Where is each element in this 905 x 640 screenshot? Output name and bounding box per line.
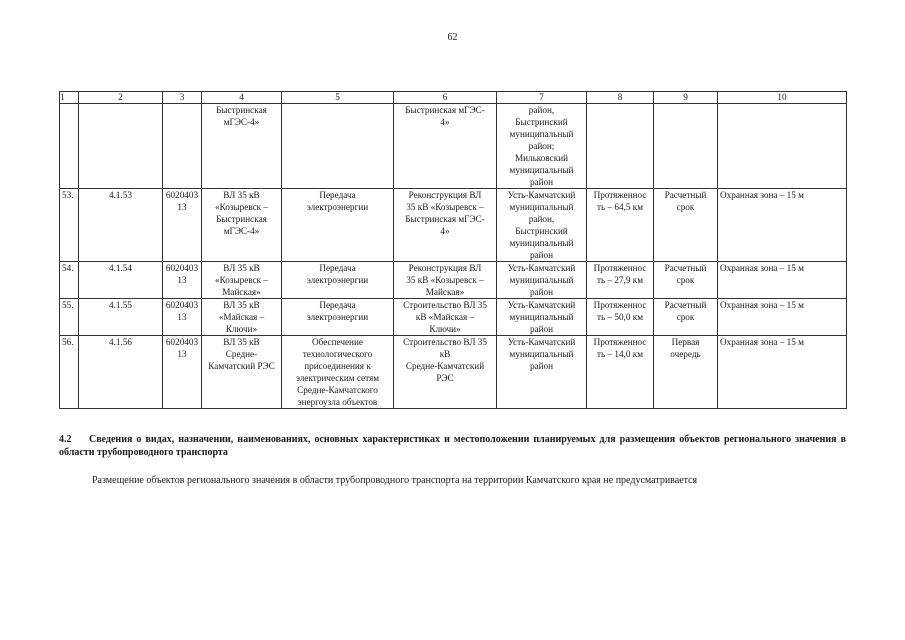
cell-location bbox=[497, 336, 587, 409]
cell-line: электрическим сетям bbox=[295, 373, 380, 383]
section-heading bbox=[59, 433, 846, 459]
cell-line: присоединения к bbox=[304, 361, 371, 371]
header-cell: 8 bbox=[587, 92, 654, 104]
cell-line: Передача bbox=[319, 190, 356, 200]
cell-line: электроэнергии bbox=[306, 202, 369, 212]
section-title: Сведения о видах, назначении, наименованиях, основных характеристиках и местоположении планируемых для размещения объектов регионального значения в области трубопроводного транспорта bbox=[59, 434, 846, 458]
cell-line: муниципальный bbox=[509, 312, 574, 322]
cell-line: Ключи» bbox=[429, 324, 461, 334]
cell-line: срок bbox=[676, 202, 695, 212]
cell-line: район; bbox=[528, 141, 555, 151]
cell-row-number bbox=[60, 336, 79, 409]
cell-line: 13 bbox=[177, 202, 187, 212]
cell-line: 6020403 bbox=[165, 300, 199, 310]
cell-line: Мильковский bbox=[514, 153, 569, 163]
table-row bbox=[60, 104, 847, 189]
cell-stage bbox=[654, 336, 718, 409]
cell-zone bbox=[718, 262, 847, 299]
table-row bbox=[60, 262, 847, 299]
page-number: 62 bbox=[447, 32, 458, 43]
cell-line: 4.1.56 bbox=[109, 337, 132, 347]
cell-line: ть – 64,5 км bbox=[596, 202, 644, 212]
cell-line: 13 bbox=[177, 275, 187, 285]
cell-line: район, bbox=[528, 214, 555, 224]
cell-classifier-code bbox=[163, 262, 202, 299]
cell-line: Быстринский bbox=[515, 226, 568, 236]
cell-line: Строительство ВЛ 35 bbox=[403, 300, 487, 310]
cell-purpose bbox=[282, 262, 394, 299]
cell-line: Средне-Камчатского bbox=[297, 385, 378, 395]
cell-line: Реконструкция ВЛ bbox=[408, 190, 482, 200]
cell-object-code bbox=[79, 104, 163, 189]
cell-line: 35 кВ «Козыревск – bbox=[406, 202, 484, 212]
cell-line: муниципальный bbox=[509, 165, 574, 175]
cell-line: Майская» bbox=[222, 287, 261, 297]
cell-line: «Майская – bbox=[218, 312, 265, 322]
header-cell: 2 bbox=[79, 92, 163, 104]
cell-object-code bbox=[79, 189, 163, 262]
cell-activity bbox=[394, 189, 497, 262]
cell-line: муниципальный bbox=[509, 238, 574, 248]
cell-characteristics bbox=[587, 262, 654, 299]
cell-zone bbox=[718, 299, 847, 336]
cell-line: РЭС bbox=[436, 373, 454, 383]
cell-line: Усть-Камчатский bbox=[507, 337, 576, 347]
cell-line: 55. bbox=[62, 300, 74, 310]
cell-stage bbox=[654, 104, 718, 189]
cell-line: Расчетный bbox=[664, 263, 707, 273]
cell-line: Майская» bbox=[425, 287, 465, 297]
header-cell: 9 bbox=[654, 92, 718, 104]
cell-line: Быстринская мГЭС- bbox=[405, 214, 485, 224]
header-cell: 1 bbox=[60, 92, 79, 104]
table-row bbox=[60, 189, 847, 262]
cell-line: район bbox=[529, 250, 554, 260]
cell-zone bbox=[718, 104, 847, 189]
cell-line: Передача bbox=[319, 300, 356, 310]
cell-line: Быстринская мГЭС- bbox=[405, 105, 485, 115]
cell-purpose bbox=[282, 189, 394, 262]
cell-line: ВЛ 35 кВ bbox=[223, 263, 260, 273]
cell-location bbox=[497, 104, 587, 189]
cell-line: электроэнергии bbox=[306, 275, 369, 285]
header-cell: 7 bbox=[497, 92, 587, 104]
cell-line: Быстринская bbox=[216, 105, 267, 115]
cell-line: Усть-Камчатский bbox=[507, 263, 576, 273]
cell-line: 13 bbox=[177, 312, 187, 322]
header-cell: 6 bbox=[394, 92, 497, 104]
objects-table bbox=[59, 91, 847, 409]
cell-characteristics bbox=[587, 189, 654, 262]
cell-row-number bbox=[60, 189, 79, 262]
cell-characteristics bbox=[587, 299, 654, 336]
cell-characteristics bbox=[587, 104, 654, 189]
cell-line: Протяженнос bbox=[593, 190, 647, 200]
cell-row-number bbox=[60, 299, 79, 336]
cell-classifier-code bbox=[163, 336, 202, 409]
cell-line: кВ «Майская – bbox=[415, 312, 475, 322]
cell-object-name bbox=[202, 104, 282, 189]
cell-location bbox=[497, 262, 587, 299]
cell-line: Охранная зона – 15 м bbox=[720, 300, 804, 310]
header-cell: 4 bbox=[202, 92, 282, 104]
cell-activity bbox=[394, 262, 497, 299]
cell-object-code bbox=[79, 336, 163, 409]
body-paragraph: Размещение объектов регионального значения в области трубопроводного транспорта на территории Камчатского края не предусматривается bbox=[92, 475, 698, 486]
cell-line: Первая bbox=[671, 337, 700, 347]
cell-line: ВЛ 35 кВ bbox=[223, 190, 260, 200]
cell-activity bbox=[394, 336, 497, 409]
table-row bbox=[60, 299, 847, 336]
cell-object-code bbox=[79, 262, 163, 299]
cell-object-code bbox=[79, 299, 163, 336]
cell-line: 53. bbox=[62, 190, 74, 200]
cell-line: 35 кВ «Козыревск – bbox=[406, 275, 484, 285]
cell-line: технологического bbox=[302, 349, 373, 359]
cell-line: 6020403 bbox=[165, 263, 199, 273]
cell-line: 56. bbox=[62, 337, 74, 347]
section-number: 4.2 bbox=[59, 434, 72, 445]
cell-line: энергоузла объектов bbox=[297, 397, 378, 407]
cell-line: Строительство ВЛ 35 bbox=[403, 337, 487, 347]
cell-classifier-code bbox=[163, 104, 202, 189]
cell-line: Охранная зона – 15 м bbox=[720, 263, 804, 273]
cell-line: «Козыревск – bbox=[214, 202, 269, 212]
cell-line: район, bbox=[528, 105, 555, 115]
cell-line: 4.1.55 bbox=[109, 300, 132, 310]
cell-line: Средне-Камчатский bbox=[405, 361, 485, 371]
cell-line: кВ bbox=[439, 349, 451, 359]
cell-line: муниципальный bbox=[509, 275, 574, 285]
cell-location bbox=[497, 299, 587, 336]
cell-purpose bbox=[282, 104, 394, 189]
cell-zone bbox=[718, 189, 847, 262]
cell-purpose bbox=[282, 299, 394, 336]
cell-line: Охранная зона – 15 м bbox=[720, 337, 804, 347]
cell-line: срок bbox=[676, 275, 695, 285]
cell-characteristics bbox=[587, 336, 654, 409]
cell-line: Быстринский bbox=[515, 117, 568, 127]
cell-line: район bbox=[529, 287, 554, 297]
cell-stage bbox=[654, 262, 718, 299]
cell-line: «Козыревск – bbox=[214, 275, 269, 285]
cell-line: Протяженнос bbox=[593, 337, 647, 347]
cell-line: мГЭС-4» bbox=[223, 117, 260, 127]
cell-line: Протяженнос bbox=[593, 263, 647, 273]
cell-line: 6020403 bbox=[165, 337, 199, 347]
table-row bbox=[60, 336, 847, 409]
cell-line: Охранная зона – 15 м bbox=[720, 190, 804, 200]
cell-line: ВЛ 35 кВ bbox=[223, 337, 260, 347]
cell-line: электроэнергии bbox=[306, 312, 369, 322]
cell-line: муниципальный bbox=[509, 349, 574, 359]
cell-line: район bbox=[529, 177, 554, 187]
cell-line: Передача bbox=[319, 263, 356, 273]
cell-line: 4.1.53 bbox=[109, 190, 132, 200]
cell-line: Камчатский РЭС bbox=[208, 361, 275, 371]
cell-line: ть – 14,0 км bbox=[596, 349, 644, 359]
cell-line: ть – 50,0 км bbox=[596, 312, 644, 322]
cell-object-name bbox=[202, 262, 282, 299]
cell-stage bbox=[654, 299, 718, 336]
cell-line: Расчетный bbox=[664, 300, 707, 310]
cell-classifier-code bbox=[163, 189, 202, 262]
cell-purpose bbox=[282, 336, 394, 409]
cell-line: 4.1.54 bbox=[109, 263, 132, 273]
cell-line: очередь bbox=[670, 349, 701, 359]
cell-line: 4» bbox=[440, 117, 450, 127]
cell-line: район bbox=[529, 361, 554, 371]
cell-classifier-code bbox=[163, 299, 202, 336]
cell-line: мГЭС-4» bbox=[223, 226, 260, 236]
cell-object-name bbox=[202, 336, 282, 409]
cell-row-number bbox=[60, 104, 79, 189]
cell-line: муниципальный bbox=[509, 202, 574, 212]
cell-line: Реконструкция ВЛ bbox=[408, 263, 482, 273]
cell-activity bbox=[394, 104, 497, 189]
header-cell: 3 bbox=[163, 92, 202, 104]
cell-line: 54. bbox=[62, 263, 74, 273]
cell-object-name bbox=[202, 299, 282, 336]
cell-line: муниципальный bbox=[509, 129, 574, 139]
cell-line: 4» bbox=[440, 226, 450, 236]
cell-object-name bbox=[202, 189, 282, 262]
cell-zone bbox=[718, 336, 847, 409]
cell-line: Усть-Камчатский bbox=[507, 300, 576, 310]
table-header-row bbox=[60, 92, 847, 104]
cell-line: район bbox=[529, 324, 554, 334]
cell-line: Расчетный bbox=[664, 190, 707, 200]
cell-line: 13 bbox=[177, 349, 187, 359]
cell-line: Усть-Камчатский bbox=[507, 190, 576, 200]
cell-row-number bbox=[60, 262, 79, 299]
cell-line: срок bbox=[676, 312, 695, 322]
cell-line: Обеспечение bbox=[312, 337, 363, 347]
cell-activity bbox=[394, 299, 497, 336]
header-cell: 5 bbox=[282, 92, 394, 104]
cell-location bbox=[497, 189, 587, 262]
header-cell: 10 bbox=[718, 92, 847, 104]
cell-line: Быстринская bbox=[216, 214, 267, 224]
cell-line: ВЛ 35 кВ bbox=[223, 300, 260, 310]
cell-line: Ключи» bbox=[225, 324, 258, 334]
cell-stage bbox=[654, 189, 718, 262]
cell-line: Протяженнос bbox=[593, 300, 647, 310]
cell-line: 6020403 bbox=[165, 190, 199, 200]
cell-line: ть – 27,9 км bbox=[596, 275, 644, 285]
cell-line: Средне- bbox=[225, 349, 258, 359]
